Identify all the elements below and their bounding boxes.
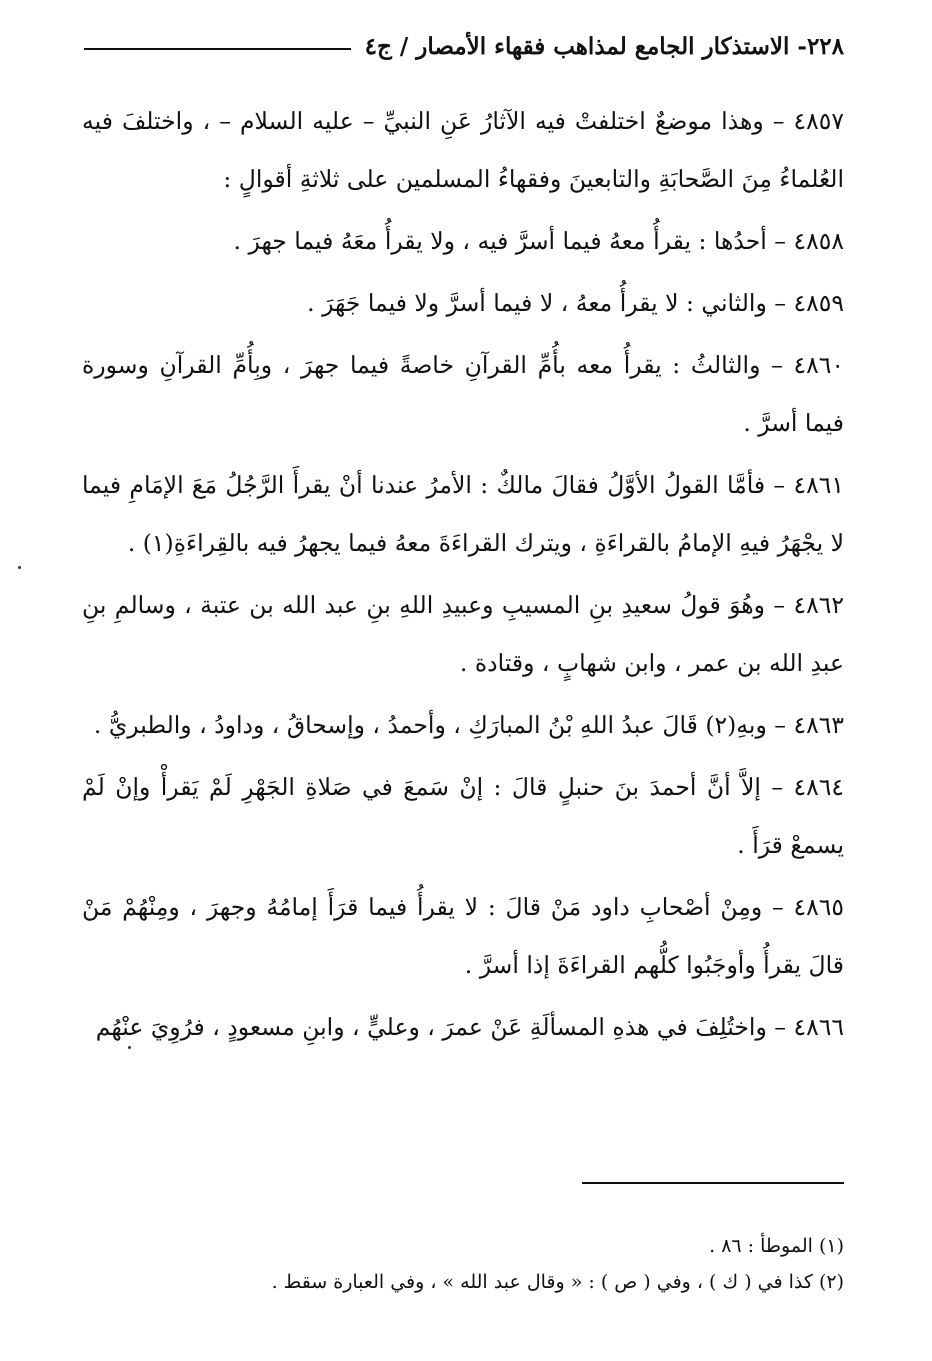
scan-speck [128, 1046, 131, 1049]
paragraph-4864: ٤٨٦٤ – إلاَّ أنَّ أحمدَ بنَ حنبلٍ قالَ : إنْ سَمعَ في صَلاةِ الجَهْرِ لَمْ يَقرأْ وإنْ لَمْ يسمعْ قرَأَ . [82, 773, 844, 859]
footnote-1: (١) الموطأ : ٨٦ . [709, 1235, 844, 1257]
paragraph-4858: ٤٨٥٨ – أحدُها : يقرأُ معهُ فيما أسرَّ فيه ، ولا يقرأُ معَهُ فيما جهرَ . [233, 227, 844, 255]
paragraph-4865: ٤٨٦٥ – ومِنْ أصْحابِ داود مَنْ قالَ : لا يقرأُ فيما قرَأَ إمامُهُ وجهرَ ، ومِنْهُمْ مَنْ قالَ يقرأُ وأوجَبُوا كلُّهم القراءَةَ إذا أسرَّ . [82, 893, 844, 979]
footnote-separator [582, 1182, 844, 1184]
paragraph-4862: ٤٨٦٢ – وهُوَ قولُ سعيدِ بنِ المسيبِ وعبيدِ اللهِ بنِ عبد الله بن عتبة ، وسالمِ بنِ عبدِ الله بن عمر ، وابن شهابٍ ، وقتادة . [82, 591, 844, 677]
paragraph-4861: ٤٨٦١ – فأمَّا القولُ الأوَّلُ فقالَ مالكٌ : الأمرُ عندنا أنْ يقرأَ الرَّجُلُ مَعَ الإمَامِ فيما لا يجْهَرُ فيهِ الإمامُ بالقراءَةِ ، ويترك القراءَةَ معهُ فيما يجهرُ فيه بالقِراءَةِ(١) . [82, 471, 844, 557]
paragraph-4863: ٤٨٦٣ – وبهِ(٢) قَالَ عبدُ اللهِ بْنُ المبارَكِ ، وأحمدُ ، وإسحاقُ ، وداودُ ، والطبريُّ . [93, 711, 844, 739]
paragraph-4857: ٤٨٥٧ – وهذا موضعٌ اختلفتْ فيه الآثارُ عَنِ النبيِّ – عليه السلام – ، واختلفَ فيه العُلماءُ مِنَ الصَّحابَةِ والتابعينَ وفقهاءُ المسلمين على ثلاثةِ أقوالٍ : [82, 107, 844, 193]
header-rule [84, 48, 351, 50]
paragraph-4866: ٤٨٦٦ – واختُلِفَ في هذهِ المسألَةِ عَنْ عمرَ ، وعليٍّ ، وابنِ مسعودٍ ، فرُوِيَ عنْهُم [95, 1013, 844, 1041]
footnotes [82, 1228, 844, 1300]
header-title: ٢٢٨- الاستذكار الجامع لمذاهب فقهاء الأمصار / ج٤ [364, 32, 844, 60]
paragraph-4860: ٤٨٦٠ – والثالثُ : يقرأُ معه بأُمِّ القرآنِ خاصةً فيما جهرَ ، وبِأُمِّ القرآنِ وسورة فيما أسرَّ . [82, 351, 844, 437]
footnote-2: (٢) كذا في ( ك ) ، وفي ( ص ) : « وقال عبد الله » ، وفي العبارة سقط . [271, 1271, 844, 1293]
scan-speck [18, 566, 21, 569]
paragraph-4859: ٤٨٥٩ – والثاني : لا يقرأُ معهُ ، لا فيما أسرَّ ولا فيما جَهَرَ . [307, 289, 844, 317]
main-text [82, 92, 844, 1060]
running-header [84, 26, 844, 66]
